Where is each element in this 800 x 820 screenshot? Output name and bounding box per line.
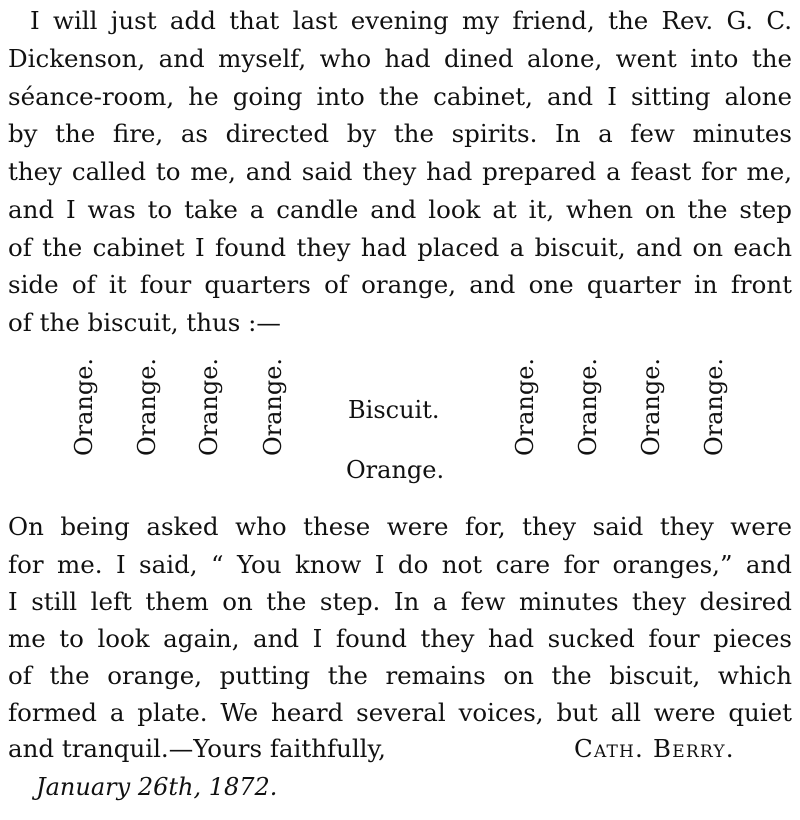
orange-arrangement-diagram (0, 352, 800, 502)
paragraph2-line-5: of the orange, putting the remains on the biscuit, which (8, 661, 792, 690)
paragraph2-line-3: I still left them on the step. In a few minutes they desired (8, 587, 792, 616)
closing-line (8, 732, 792, 766)
orange-right-2: Orange. (574, 357, 602, 457)
orange-right-1: Orange. (511, 357, 539, 457)
paragraph2-line-1: On being asked who these were for, they said they were (8, 512, 792, 541)
paragraph1-line-5: they called to me, and said they had prepared a feast for me, (8, 157, 792, 186)
orange-left-3: Orange. (195, 357, 223, 457)
orange-left-2: Orange. (133, 357, 161, 457)
orange-right-3: Orange. (637, 357, 665, 457)
letter-date: January 26th, 1872. (36, 773, 278, 801)
closing-text: and tranquil.—Yours faithfully, (8, 734, 386, 763)
paragraph1-line-6: and I was to take a candle and look at it, when on the step (8, 195, 792, 224)
signature: Cath. Berry. (574, 734, 735, 763)
paragraph1-line-4: by the fire, as directed by the spirits. In a few minutes (8, 119, 792, 148)
orange-left-1: Orange. (70, 357, 98, 457)
paragraph2-line-4: me to look again, and I found they had sucked four pieces (8, 624, 792, 653)
paragraph1-line-2: Dickenson, and myself, who had dined alone, went into the (8, 44, 792, 73)
paragraph1-line-3: séance-room, he going into the cabinet, and I sitting alone (8, 82, 792, 111)
paragraph2-line-2: for me. I said, “ You know I do not care for oranges,” and (8, 550, 792, 579)
paragraph1-line-7: of the cabinet I found they had placed a biscuit, and on each (8, 233, 792, 262)
orange-right-4: Orange. (700, 357, 728, 457)
biscuit-label: Biscuit. (348, 396, 440, 424)
front-orange-label: Orange. (346, 456, 445, 484)
paragraph1-line-1: I will just add that last evening my friend, the Rev. G. C. (30, 6, 792, 35)
paragraph1-line-9: of the biscuit, thus :— (8, 308, 281, 337)
orange-left-4: Orange. (259, 357, 287, 457)
paragraph2-line-6: formed a plate. We heard several voices, but all were quiet (8, 698, 792, 727)
paragraph1-line-8: side of it four quarters of orange, and one quarter in front (8, 270, 792, 299)
